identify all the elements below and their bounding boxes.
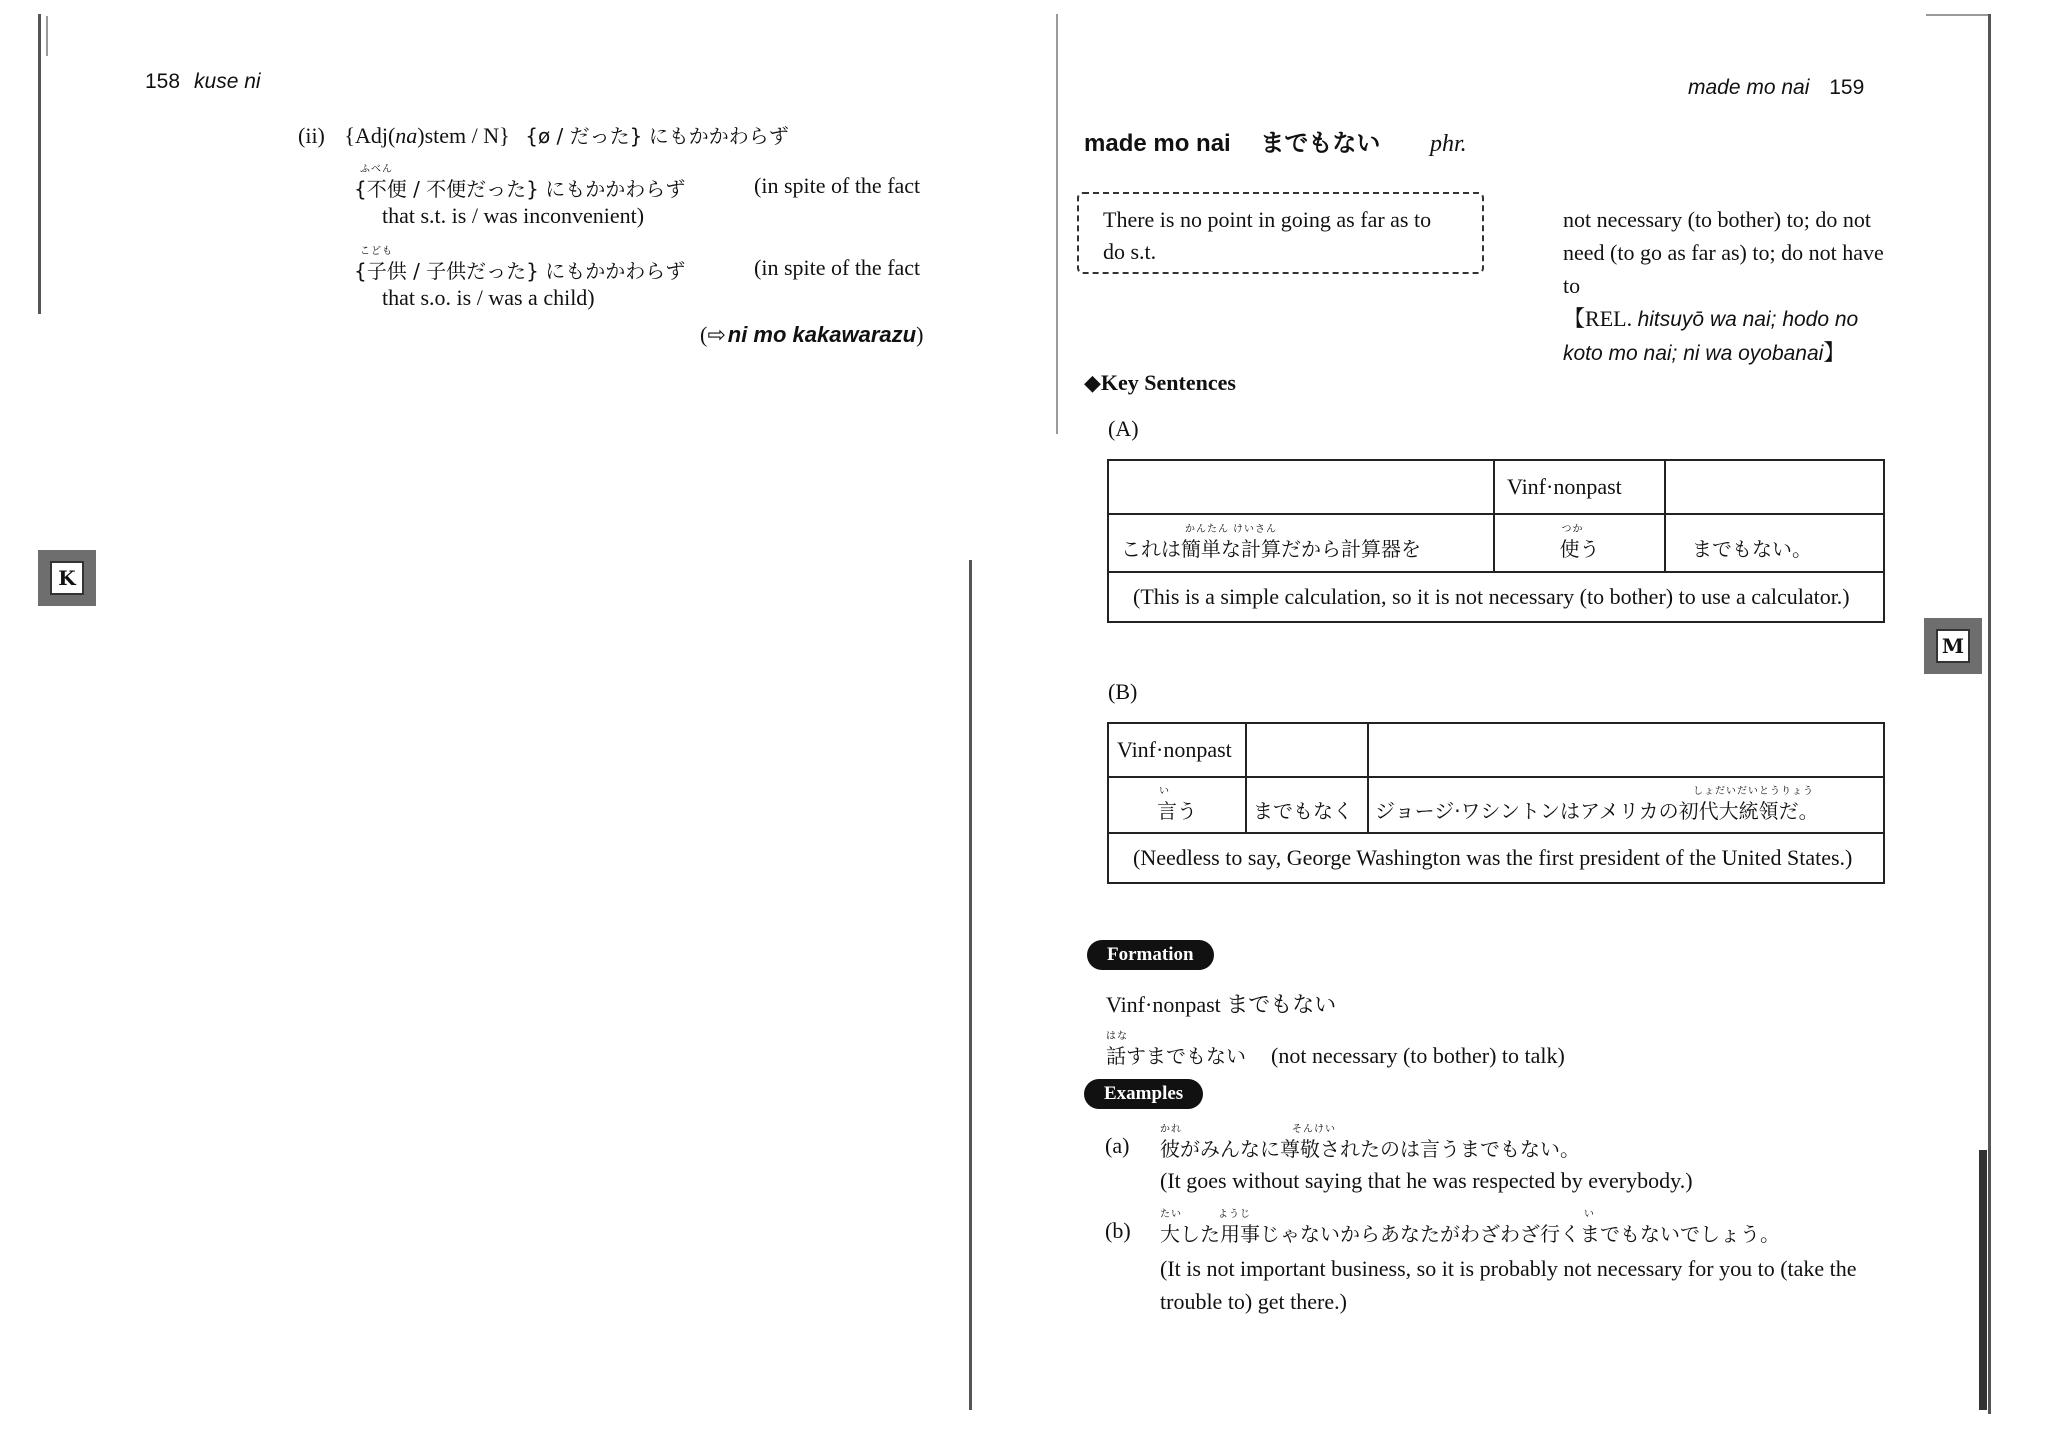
right-scan-edge: [1988, 14, 1991, 1414]
example-b-label: (b): [1105, 1218, 1131, 1243]
ks-a-table: [1107, 459, 1885, 623]
ks-a-col1-ruby-1: かんたん: [1185, 523, 1229, 535]
right-running-head-title: made mo nai: [1688, 76, 1810, 99]
ks-a-col2-ruby: つか: [1561, 523, 1584, 535]
left-example-2-ja: こども {子供 / 子供だった} にもかかわらず: [354, 255, 685, 284]
left-example-1-en-1: (in spite of the fact: [754, 173, 921, 198]
ks-b-label: (B): [1108, 679, 1138, 704]
pattern-adj-start: {Adj(: [344, 123, 396, 148]
example-b: [1105, 1209, 1905, 1246]
example-b-ruby-3: い: [1584, 1209, 1595, 1220]
ks-a-header-empty-3: [1665, 460, 1884, 514]
example-a-label: (a): [1105, 1133, 1130, 1158]
cross-ref-close-paren: ): [916, 322, 924, 347]
ks-a-col1-ruby-2: けいさん: [1233, 523, 1277, 535]
rel-terms: hitsuyō wa nai; hodo no koto mo nai; ni wa oyobanai: [1563, 308, 1859, 365]
cross-reference: [700, 322, 923, 348]
left-scan-edge-mark: [46, 16, 48, 56]
left-page-number: 158: [145, 70, 181, 93]
left-example-1-ruby: ふべん: [360, 164, 393, 175]
example-a: [1105, 1124, 1905, 1161]
meanings: [1563, 203, 1893, 370]
section-ii-label: (ii): [298, 123, 325, 148]
tab-m-letter: M: [1936, 629, 1970, 663]
ks-a-col2: つか 使う: [1494, 514, 1665, 572]
example-a-ruby-2: そんけい: [1292, 1124, 1336, 1135]
entry-title: [1084, 123, 1467, 158]
cross-ref-arrow: ⇨: [707, 323, 726, 348]
entry-ja: までもない: [1260, 129, 1381, 157]
formation-pattern: Vinf·nonpast までもない: [1106, 992, 1337, 1017]
gutter-line-right: [1056, 14, 1058, 434]
left-example-1-ja: ふべん {不便 / 不便だった} にもかかわらず: [354, 173, 685, 202]
pattern-adj-end: )stem / N}: [417, 123, 510, 148]
formation-example-ja: 話すまでもない: [1106, 1044, 1246, 1068]
tab-k-letter: K: [50, 561, 84, 595]
ks-b-col3: しょだいだいとうりょう ジョージ·ワシントンはアメリカの初代大統領だ。: [1368, 777, 1884, 833]
right-running-head: [1688, 76, 1864, 100]
entry-romaji: made mo nai: [1084, 130, 1231, 157]
example-a-ja: 彼がみんなに尊敬されたのは言うまでもない。: [1160, 1137, 1580, 1161]
ks-a-col3: までもない。: [1665, 514, 1884, 572]
ks-b-table: [1107, 722, 1885, 884]
example-b-ruby-2: ようじ: [1218, 1209, 1251, 1220]
left-scan-edge: [38, 14, 41, 314]
left-example-1-en-2: that s.t. is / was inconvenient): [382, 203, 645, 228]
gutter-line-left: [969, 560, 972, 1410]
pattern-ja: {ø / だった} にもかかわらず: [525, 124, 789, 148]
left-example-1: [354, 164, 944, 202]
examples-badge: Examples: [1084, 1079, 1203, 1109]
example-a-ruby-1: かれ: [1160, 1124, 1182, 1135]
ks-b-col3-ruby: しょだいだいとうりょう: [1693, 785, 1814, 797]
ks-b-header-empty-2: [1246, 723, 1368, 777]
example-b-ja: 大した用事じゃないからあなたがわざわざ行くまでもないでしょう。: [1160, 1222, 1780, 1246]
cross-ref-term: ni mo kakawarazu: [727, 322, 917, 347]
left-running-head: [145, 70, 261, 94]
left-example-2-en-1: (in spite of the fact: [754, 255, 921, 280]
tab-k: [38, 550, 96, 606]
ks-a-col1: かんたん けいさん これは簡単な計算だから計算器を: [1108, 514, 1494, 572]
tab-m: [1924, 618, 1982, 674]
formation-badge: Formation: [1087, 940, 1214, 970]
rel-line: [1563, 306, 1858, 365]
rel-bracket-open: 【: [1563, 307, 1586, 332]
meanings-text: not necessary (to bother) to; do not need (to go as far as) to; do not have to: [1563, 207, 1884, 298]
key-sentences-heading: ◆Key Sentences: [1084, 370, 1236, 395]
example-b-ruby-1: たい: [1160, 1209, 1182, 1220]
left-example-2-ruby: こども: [360, 246, 393, 257]
ks-a-label: (A): [1108, 416, 1139, 441]
right-page-number: 159: [1829, 76, 1865, 99]
ks-b-col2: までもなく: [1246, 777, 1368, 833]
formation-example-ruby: はな: [1106, 1031, 1128, 1042]
formation-example-en: (not necessary (to bother) to talk): [1271, 1043, 1565, 1068]
definition-box: There is no point in going as far as to do s.t.: [1077, 192, 1484, 274]
left-running-head-title: kuse ni: [194, 70, 261, 93]
pattern-adj-na: na: [395, 123, 418, 148]
ks-a-header-vinf: Vinf·nonpast: [1494, 460, 1665, 514]
ks-b-translation: (Needless to say, George Washington was the first president of the United States.): [1108, 833, 1884, 883]
rel-label: REL.: [1585, 306, 1633, 331]
example-a-en: (It goes without saying that he was respected by everybody.): [1160, 1168, 1693, 1193]
rel-bracket-close: 】: [1823, 341, 1846, 366]
left-example-2-en-2: that s.o. is / was a child): [382, 285, 595, 310]
ks-b-col1-ruby: い: [1159, 785, 1170, 797]
left-example-2: [354, 246, 944, 284]
entry-pos: phr.: [1430, 131, 1467, 157]
ks-a-translation: (This is a simple calculation, so it is not necessary (to bother) to use a calculator.): [1108, 572, 1884, 622]
ks-b-col1: い 言う: [1108, 777, 1246, 833]
ks-b-header-empty-3: [1368, 723, 1884, 777]
right-scan-edge-dark: [1979, 1150, 1987, 1410]
cross-ref-open-paren: (: [700, 322, 708, 347]
example-b-en: (It is not important business, so it is probably not necessary for you to (take the trouble to) get there.): [1160, 1256, 1857, 1314]
ks-a-header-empty-1: [1108, 460, 1494, 514]
ks-b-header-vinf: Vinf·nonpast: [1108, 723, 1246, 777]
section-ii-pattern: [298, 120, 789, 149]
formation-example: [1106, 1031, 1565, 1069]
right-scan-edge-top: [1926, 14, 1988, 16]
